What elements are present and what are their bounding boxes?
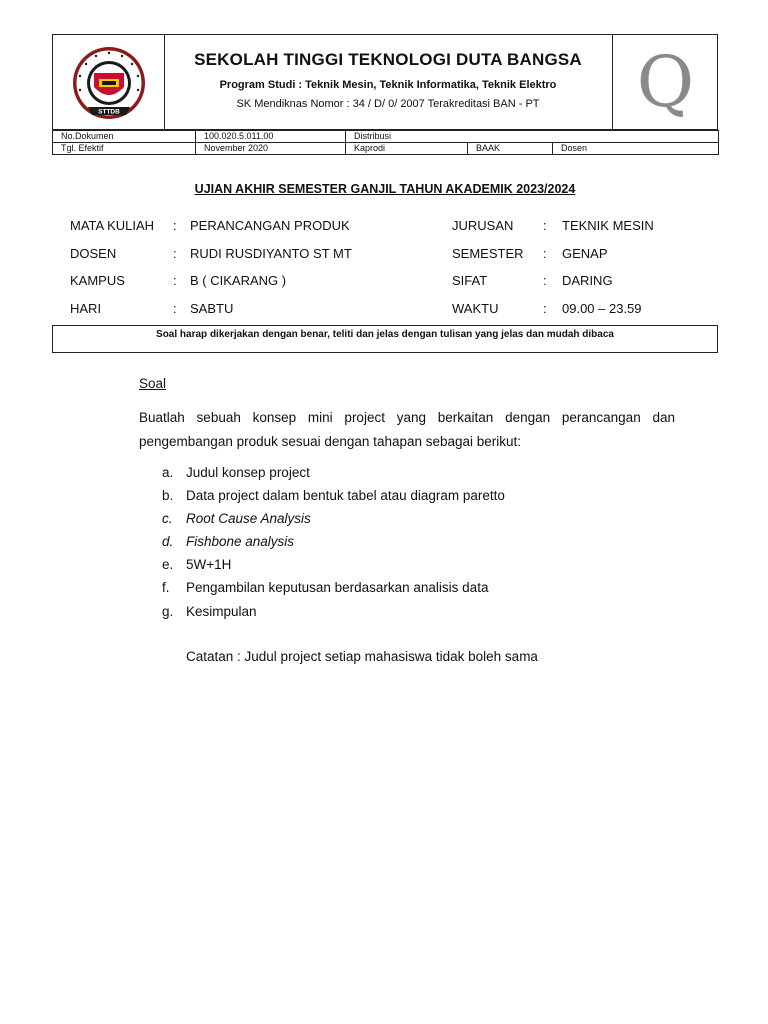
soal-note: Catatan : Judul project setiap mahasiswa tidak boleh sama bbox=[186, 649, 538, 664]
field-separator: : bbox=[543, 246, 547, 261]
field-separator: : bbox=[173, 301, 177, 316]
distribusi-label: Distribusi bbox=[346, 131, 719, 143]
quality-mark-cell bbox=[612, 35, 718, 129]
list-item bbox=[162, 604, 257, 619]
list-item bbox=[162, 465, 310, 480]
list-item bbox=[162, 511, 311, 526]
field-value: PERANCANGAN PRODUK bbox=[190, 218, 350, 233]
list-item-text: 5W+1H bbox=[186, 557, 232, 572]
field-separator: : bbox=[173, 273, 177, 288]
quality-mark: Q bbox=[636, 41, 695, 123]
field-separator: : bbox=[543, 273, 547, 288]
soal-paragraph: Buatlah sebuah konsep mini project yang berkaitan dengan perancangan dan pengembangan produk sesuai dengan tahapan sebagai berikut: bbox=[139, 410, 675, 449]
list-item-text: Pengambilan keputusan berdasarkan analisis data bbox=[186, 580, 489, 595]
institution-name: SEKOLAH TINGGI TEKNOLOGI DUTA BANGSA bbox=[194, 50, 582, 69]
list-item bbox=[162, 534, 294, 549]
field-label: HARI bbox=[70, 301, 102, 316]
field-separator: : bbox=[543, 218, 547, 233]
baak-cell: BAAK bbox=[468, 143, 553, 155]
field-separator: : bbox=[543, 301, 547, 316]
list-marker: c. bbox=[162, 511, 173, 526]
list-item bbox=[162, 488, 505, 503]
list-item-text: Root Cause Analysis bbox=[186, 511, 311, 526]
field-value: 09.00 – 23.59 bbox=[562, 301, 642, 316]
list-marker: d. bbox=[162, 534, 174, 549]
list-item bbox=[162, 580, 488, 595]
list-marker: e. bbox=[162, 557, 174, 572]
list-marker: b. bbox=[162, 488, 174, 503]
field-value: B ( CIKARANG ) bbox=[190, 273, 287, 288]
list-item-text: Judul konsep project bbox=[186, 465, 310, 480]
field-value: RUDI RUSDIYANTO ST MT bbox=[190, 246, 352, 261]
title-cell bbox=[165, 35, 611, 129]
kaprodi-cell: Kaprodi bbox=[346, 143, 468, 155]
list-item-text: Kesimpulan bbox=[186, 604, 257, 619]
list-item bbox=[162, 557, 231, 572]
field-value: TEKNIK MESIN bbox=[562, 218, 654, 233]
field-separator: : bbox=[173, 218, 177, 233]
field-label: MATA KULIAH bbox=[70, 218, 155, 233]
dosen-cell: Dosen bbox=[553, 143, 719, 155]
list-item-text: Data project dalam bentuk tabel atau diagram paretto bbox=[186, 488, 505, 503]
document-header bbox=[52, 34, 718, 130]
table-row bbox=[53, 143, 719, 155]
field-label: DOSEN bbox=[70, 246, 117, 261]
list-marker: f. bbox=[162, 580, 170, 595]
no-dokumen-value: 100.020.5.011.00 bbox=[196, 131, 346, 143]
field-value: DARING bbox=[562, 273, 613, 288]
table-row bbox=[53, 131, 719, 143]
soal-heading: Soal bbox=[139, 376, 167, 391]
instruction-notice: Soal harap dikerjakan dengan benar, teliti dan jelas dengan tulisan yang jelas dan mudah dibaca bbox=[52, 325, 718, 353]
field-value: SABTU bbox=[190, 301, 234, 316]
exam-title: UJIAN AKHIR SEMESTER GANJIL TAHUN AKADEMIK 2023/2024 bbox=[194, 182, 576, 196]
logo-cell bbox=[53, 35, 165, 129]
logo-banner-text: STTDB bbox=[98, 108, 120, 116]
sttdb-logo bbox=[64, 43, 154, 125]
tgl-efektif-value: November 2020 bbox=[196, 143, 346, 155]
program-studi: Program Studi : Teknik Mesin, Teknik Informatika, Teknik Elektro bbox=[219, 79, 557, 91]
field-label: WAKTU bbox=[452, 301, 499, 316]
list-marker: a. bbox=[162, 465, 174, 480]
field-label: SIFAT bbox=[452, 273, 488, 288]
field-label: JURUSAN bbox=[452, 218, 514, 233]
field-label: KAMPUS bbox=[70, 273, 125, 288]
field-value: GENAP bbox=[562, 246, 608, 261]
list-marker: g. bbox=[162, 604, 174, 619]
sk-accreditation: SK Mendiknas Nomor : 34 / D/ 0/ 2007 Terakreditasi BAN - PT bbox=[236, 98, 540, 110]
no-dokumen-label: No.Dokumen bbox=[53, 131, 196, 143]
field-label: SEMESTER bbox=[452, 246, 524, 261]
document-info-table bbox=[52, 130, 719, 155]
field-separator: : bbox=[173, 246, 177, 261]
list-item-text: Fishbone analysis bbox=[186, 534, 295, 549]
tgl-efektif-label: Tgl. Efektif bbox=[53, 143, 196, 155]
